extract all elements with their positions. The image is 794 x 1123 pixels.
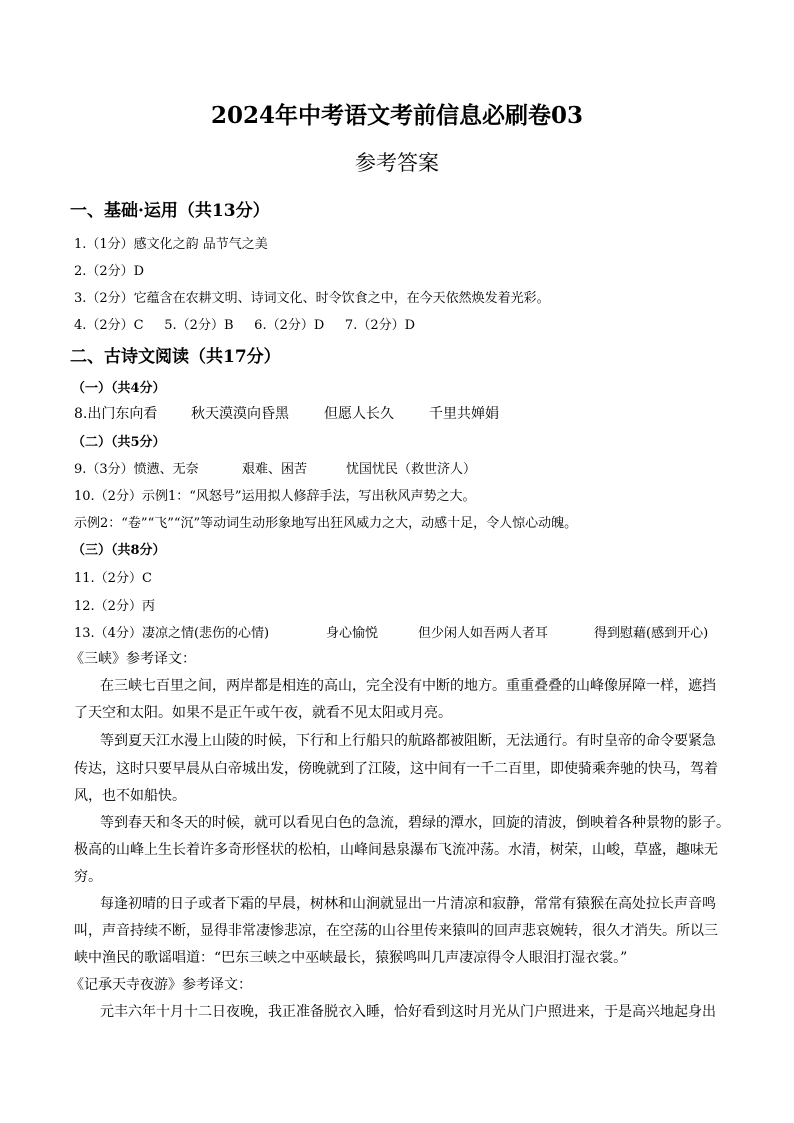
translation-line: 元丰六年十月十二日夜晚，我正准备脱衣入睡，恰好看到这时月光从门户照进来，于是高兴地起身出 [100, 1004, 716, 1020]
subsection-heading: （二）（共5分） [72, 435, 166, 450]
answer-line: 12.（2分）丙 [74, 599, 155, 614]
answer-line: 10.（2分）示例1：“风怒号”运用拟人修辞手法，写出秋风声势之大。 [74, 489, 476, 504]
translation-line: 穷。 [74, 869, 102, 885]
section1-heading: 一、基础·运用（共13分） [70, 201, 270, 221]
answer-item: 8.出门东向看 [74, 406, 158, 422]
answer-item: 得到慰藉(感到开心) [594, 626, 709, 641]
answer-line-q13 [74, 622, 708, 641]
translation-line: 叫，声音持续不断，显得非常凄惨悲凉，在空荡的山谷里传来猿叫的回声悲哀婉转，很久才消失。所以三 [74, 923, 718, 939]
answer-item: 但少闲人如吾两人者耳 [418, 626, 549, 641]
translation-title: 《记承天寺夜游》参考译文： [70, 977, 252, 993]
answer-item: 13.（4分）凄凉之情(悲伤的心情) [74, 626, 270, 641]
answer-item: 秋天漠漠向昏黑 [191, 406, 289, 422]
translation-title: 《三峡》参考译文： [70, 651, 196, 667]
answer-line: 1.（1分）感文化之韵 品节气之美 [74, 237, 268, 252]
answer-line: 3.（2分）它蕴含在农耕文明、诗词文化、时令饮食之中，在今天依然焕发着光彩。 [74, 291, 550, 306]
translation-line: 峡中渔民的歌谣唱道：“巴东三峡之中巫峡最长，猿猴鸣叫几声凄凉得令人眼泪打湿衣裳。” [74, 950, 628, 966]
answer-item: 9.（3分）愤懑、无奈 [74, 462, 199, 477]
answer-item: 艰难、困苦 [242, 462, 308, 477]
answer-item: 忧国忧民（救世济人） [346, 462, 477, 477]
translation-line: 在三峡七百里之间，两岸都是相连的高山，完全没有中断的地方。重重叠叠的山峰像屏障一样，遮挡 [100, 678, 716, 694]
translation-line: 极高的山峰上生长着许多奇形怪状的松柏，山峰间悬泉瀑布飞流冲荡。水清，树荣，山峻，草盛，趣味无 [74, 842, 718, 858]
answer-line: 4.（2分）C 5.（2分）B 6.（2分）D 7.（2分）D [74, 318, 416, 333]
page-title: 2024年中考语文考前信息必刷卷03 [210, 102, 584, 129]
translation-line: 等到夏天江水漫上山陵的时候，下行和上行船只的航路都被阻断，无法通行。有时皇帝的命令要紧急 [100, 733, 716, 749]
section2-heading: 二、古诗文阅读（共17分） [70, 347, 281, 367]
answer-item: 但愿人长久 [324, 406, 394, 422]
answer-line-q9 [74, 458, 476, 477]
page-subtitle: 参考答案 [355, 151, 439, 175]
translation-line: 传达，这时只要早晨从白帝城出发，傍晚就到了江陵，这中间有一千二百里，即使骑乘奔驰的快马，驾着 [74, 761, 718, 777]
translation-line: 了天空和太阳。如果不是正午或午夜，就看不见太阳或月亮。 [74, 705, 452, 721]
subsection-heading: （一）（共4分） [72, 381, 166, 396]
answer-item: 千里共婵娟 [429, 406, 499, 422]
translation-line: 每逢初晴的日子或者下霜的早晨，树林和山涧就显出一片清凉和寂静，常常有猿猴在高处拉长声音鸣 [100, 896, 716, 912]
translation-line: 风，也不如船快。 [74, 788, 186, 804]
answer-item: 身心愉悦 [326, 626, 379, 641]
translation-line: 等到春天和冬天的时候，就可以看见白色的急流，碧绿的潭水，回旋的清波，倒映着各种景物的影子。 [100, 815, 730, 831]
answer-line-q8 [74, 403, 499, 423]
answer-line: 2.（2分）D [74, 264, 145, 279]
answer-line: 示例2：“卷”“飞”“沉”等动词生动形象地写出狂风威力之大，动感十足，令人惊心动魄。 [74, 516, 578, 531]
subsection-heading: （三）（共8分） [72, 543, 166, 558]
answer-line: 11.（2分）C [74, 571, 152, 586]
